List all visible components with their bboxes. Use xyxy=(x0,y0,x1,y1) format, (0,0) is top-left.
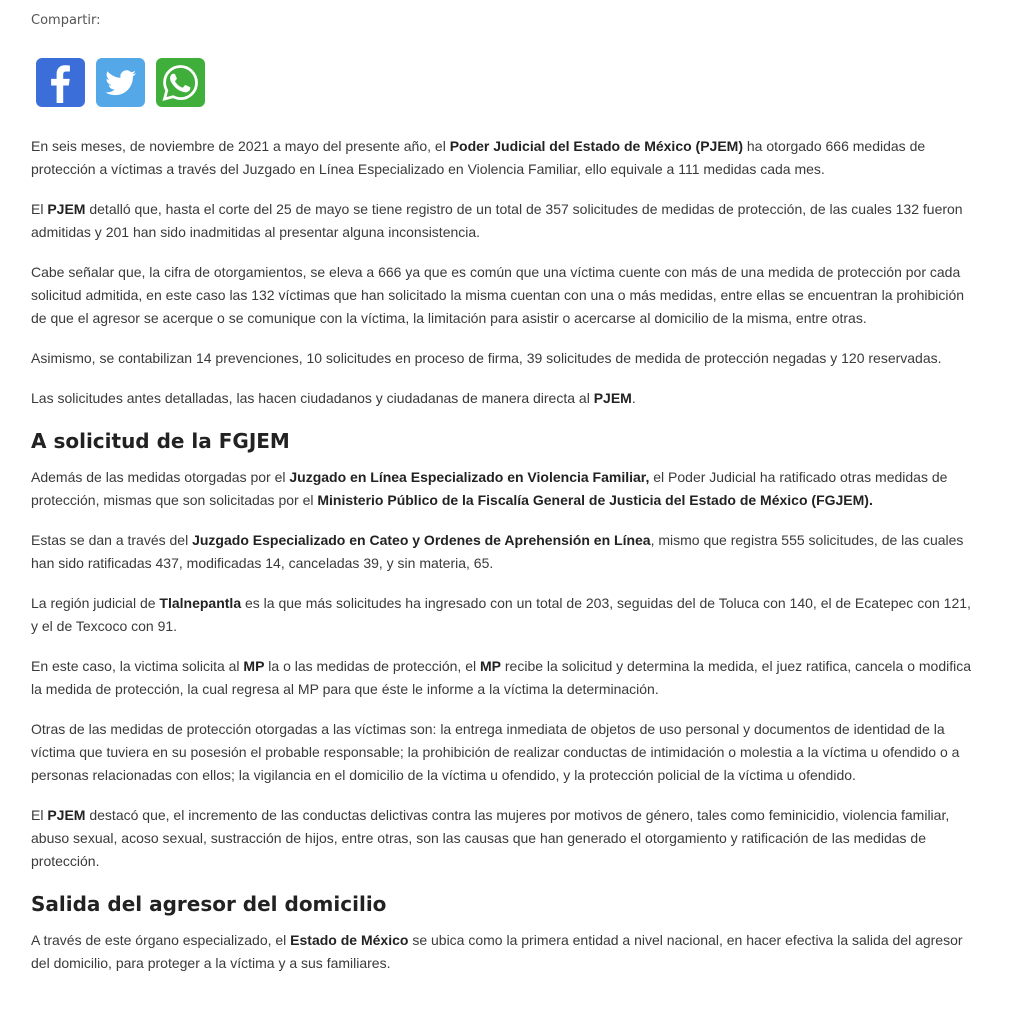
text-span: En este caso, la victima solicita al xyxy=(31,658,244,674)
text-span: Además de las medidas otorgadas por el xyxy=(31,469,290,485)
text-span: ha otorgado 666 medidas de protección a víctimas a través del Juzgado en Línea Especializado en Violencia Familiar, ello equivale a 111 medidas cada mes. xyxy=(31,138,926,177)
bold-text: Ministerio Público de la Fiscalía General de Justicia del Estado de México (FGJEM). xyxy=(317,492,873,508)
paragraph-12 xyxy=(31,929,976,975)
paragraph-8 xyxy=(31,592,976,638)
section-heading-fgjem: A solicitud de la FGJEM xyxy=(31,429,290,453)
bold-text: Poder Judicial del Estado de México (PJEM) xyxy=(449,138,743,154)
text-span: En seis meses, de noviembre de 2021 a mayo del presente año, el xyxy=(31,138,450,154)
bold-text: MP xyxy=(243,658,265,674)
text-span: Estas se dan a través del xyxy=(31,532,193,548)
section-heading-salida: Salida del agresor del domicilio xyxy=(31,892,387,916)
bold-text: PJEM xyxy=(47,807,86,823)
text-span: , mismo que registra 555 solicitudes, de las cuales han sido ratificadas 437, modificadas 14, canceladas 39, y sin materia, 65. xyxy=(31,532,964,571)
paragraph-5 xyxy=(31,387,976,410)
text-span: El xyxy=(31,807,48,823)
text-span: . xyxy=(631,390,636,406)
paragraph-7 xyxy=(31,529,976,575)
whatsapp-icon xyxy=(156,58,205,107)
text-span: recibe la solicitud y determina la medida, el juez ratifica, cancela o modifica la medida de protección, la cual regresa al MP para que éste le informe a la víctima la determinación. xyxy=(31,658,972,697)
bold-text: Tlalnepantla xyxy=(159,595,242,611)
text-span: la o las medidas de protección, el xyxy=(264,658,480,674)
text-span: destacó que, el incremento de las conductas delictivas contra las mujeres por motivos de género, tales como feminicidio, violencia familiar, abuso sexual, acoso sexual, sustracción de hijos, entre otras, son las causas que han generado el otorgamiento y ratificación de las medidas de protección. xyxy=(31,807,950,869)
bold-text: Juzgado en Línea Especializado en Violencia Familiar, xyxy=(289,469,650,485)
share-buttons xyxy=(36,58,205,107)
paragraph-1 xyxy=(31,135,976,181)
paragraph-2 xyxy=(31,198,976,244)
paragraph-11 xyxy=(31,804,976,873)
facebook-share-button[interactable] xyxy=(36,58,85,107)
share-label: Compartir: xyxy=(31,13,101,28)
text-span: Cabe señalar que, la cifra de otorgamientos, se eleva a 666 ya que es común que una víctima cuente con más de una medida de protección por cada solicitud admitida, en este caso las 132 víctimas que han solicitado la misma cuentan con una o más medidas, entre ellas se encuentran la prohibición de que el agresor se acerque o se comunique con la víctima, la limitación para asistir o acercarse al domicilio de la misma, entre otras. xyxy=(31,264,965,326)
paragraph-3 xyxy=(31,261,976,330)
text-span: es la que más solicitudes ha ingresado con un total de 203, seguidas del de Toluca con 140, el de Ecatepec con 121, y el de Texcoco con 91. xyxy=(31,595,971,634)
text-span: A través de este órgano especializado, el xyxy=(31,932,291,948)
whatsapp-share-button[interactable] xyxy=(156,58,205,107)
text-span: Las solicitudes antes detalladas, las hacen ciudadanos y ciudadanas de manera directa al xyxy=(31,390,594,406)
paragraph-6 xyxy=(31,466,976,512)
facebook-icon xyxy=(36,58,85,107)
text-span: La región judicial de xyxy=(31,595,160,611)
text-span: se ubica como la primera entidad a nivel nacional, en hacer efectiva la salida del agresor del domicilio, para proteger a la víctima y a sus familiares. xyxy=(31,932,963,971)
paragraph-4 xyxy=(31,347,976,370)
bold-text: PJEM xyxy=(593,390,632,406)
bold-text: PJEM xyxy=(47,201,86,217)
text-span: Otras de las medidas de protección otorgadas a las víctimas son: la entrega inmediata de objetos de uso personal y documentos de identidad de la víctima que tuviera en su posesión el probable responsable; la prohibición de realizar conductas de intimidación o molestia a la víctima u ofendido o a personas relacionadas con ellos; la vigilancia en el domicilio de la víctima u ofendido, y la protección policial de la víctima u ofendido. xyxy=(31,721,960,783)
bold-text: Estado de México xyxy=(290,932,409,948)
paragraph-9 xyxy=(31,655,976,701)
bold-text: MP xyxy=(480,658,501,674)
bold-text: Juzgado Especializado en Cateo y Ordenes de Aprehensión en Línea xyxy=(192,532,651,548)
twitter-icon xyxy=(96,58,145,107)
text-span: El xyxy=(31,201,48,217)
article-body xyxy=(31,135,976,992)
text-span: el Poder Judicial ha ratificado otras medidas de protección, mismas que son solicitadas por el xyxy=(31,469,948,508)
twitter-share-button[interactable] xyxy=(96,58,145,107)
text-span: detalló que, hasta el corte del 25 de mayo se tiene registro de un total de 357 solicitudes de medidas de protección, de las cuales 132 fueron admitidas y 201 han sido inadmitidas al presentar alguna inconsistencia. xyxy=(31,201,963,240)
paragraph-10 xyxy=(31,718,976,787)
text-span: Asimismo, se contabilizan 14 prevenciones, 10 solicitudes en proceso de firma, 39 solicitudes de medida de protección negadas y 120 reservadas. xyxy=(31,350,942,366)
